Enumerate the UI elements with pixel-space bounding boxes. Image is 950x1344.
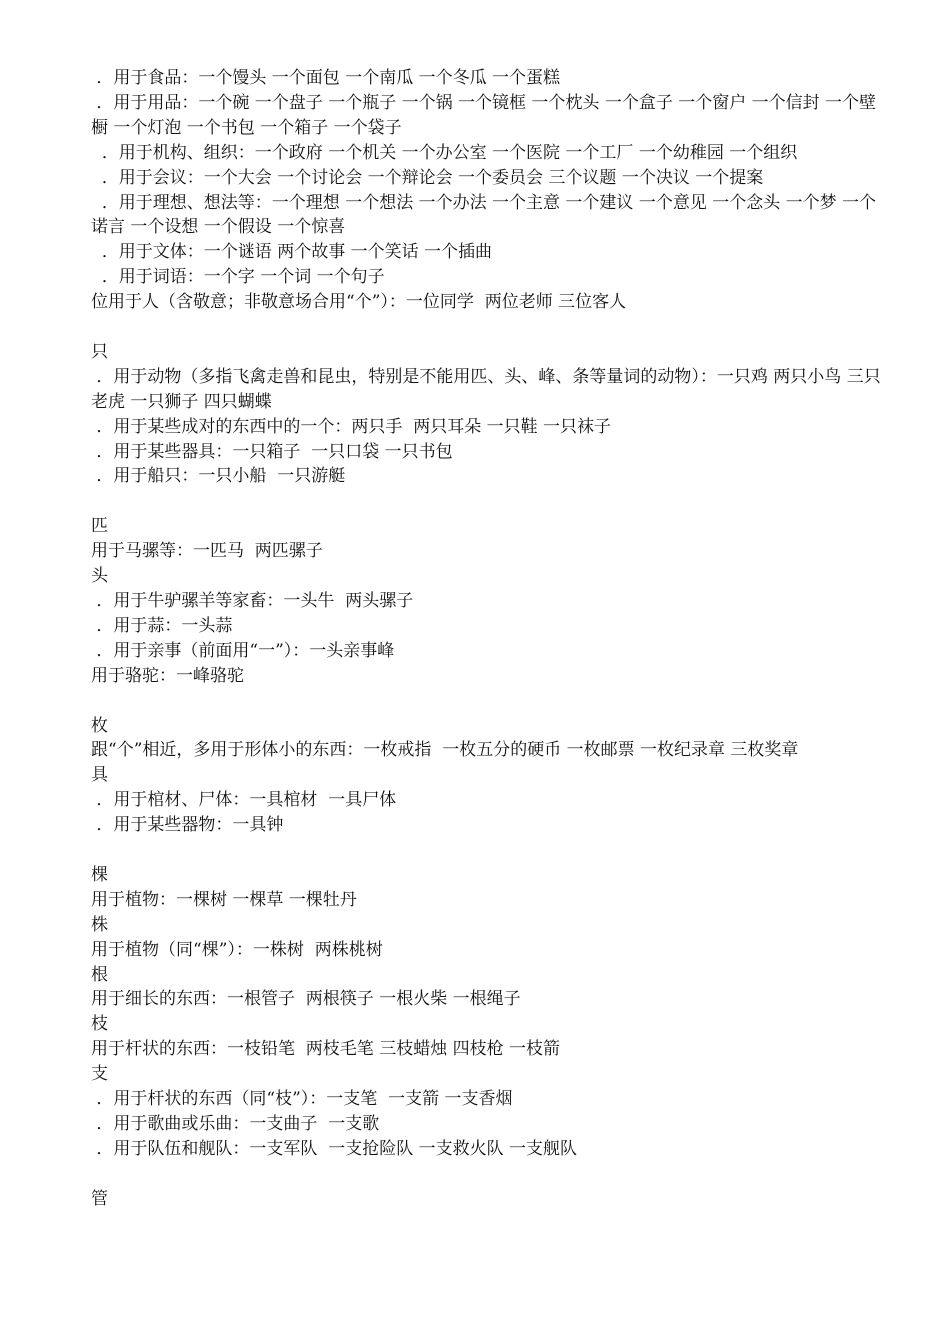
line-food: ．用于食品：一个馒头 一个面包 一个南瓜 一个冬瓜 一个蛋糕 [91,68,561,88]
line-zhi-animals: ．用于动物（多指飞禽走兽和昆虫，特别是不能用匹、头、峰、条等量词的动物）：一只鸡 两只小鸟 三只老虎 一只狮子 四只蝴蝶 [91,366,881,412]
line-feng-camel: 用于骆驼：一峰骆驼 [91,665,244,686]
heading-zhi: 只 [91,341,108,362]
line-zhi-rods: 用于杆状的东西：一枝铅笔 两枝毛笔 三枝蜡烛 四枝枪 一枝箭 [91,1039,561,1060]
document-body [91,66,881,1212]
line-zhi-boats: ．用于船只：一只小船 一只游艇 [91,466,346,487]
line-gen-slender: 用于细长的东西：一根管子 两根筷子 一根火柴 一根绳子 [91,989,521,1010]
heading-zhi-support: 支 [91,1064,108,1085]
line-ke-plants: 用于植物：一棵树 一棵草 一棵牡丹 [91,889,357,910]
line-meetings: ．用于会议：一个大会 一个讨论会 一个辩论会 一个委员会 三个议题 一个决议 一个提案 [91,167,764,188]
line-zhi-pairs: ．用于某些成对的东西中的一个：两只手 两只耳朵 一只鞋 一只袜子 [91,416,612,437]
line-wei-people: 位用于人（含敬意；非敬意场合用“个”）：一位同学 两位老师 三位客人 [91,292,627,313]
line-ju-coffins: ．用于棺材、尸体：一具棺材 一具尸体 [91,790,397,811]
line-mei-small-things: 跟“个”相近，多用于形体小的东西：一枚戒指 一枚五分的硬币 一枚邮票 一枚纪录章 三枚奖章 [91,740,799,761]
line-articles: ．用于用品：一个碗 一个盘子 一个瓶子 一个锅 一个镜框 一个枕头 一个盒子 一个窗户 一个信封 一个壁橱 一个灯泡 一个书包 一个箱子 一个袋子 [91,92,877,138]
heading-ke: 棵 [91,864,108,885]
heading-ju: 具 [91,765,108,786]
line-zhi-songs: ．用于歌曲或乐曲：一支曲子 一支歌 [91,1114,380,1134]
heading-tou: 头 [91,566,108,587]
line-tou-livestock: ．用于牛驴骡羊等家畜：一头牛 两头骡子 [91,591,414,611]
line-literary: ．用于文体：一个谜语 两个故事 一个笑话 一个插曲 [91,242,493,263]
blank-line [91,689,881,714]
heading-zhu: 株 [91,914,108,935]
blank-line [91,1162,881,1187]
line-zhi-troops: ．用于队伍和舰队：一支军队 一支抢险队 一支救火队 一支舰队 [91,1138,578,1159]
line-pi-horses: 用于马骡等：一匹马 两匹骡子 [91,541,323,562]
line-ju-instruments: ．用于某些器物：一具钟 [91,815,284,836]
blank-line [91,315,881,340]
heading-gen: 根 [91,964,108,985]
line-zhu-plants: 用于植物（同“棵”）：一株树 两株桃树 [91,939,383,960]
blank-line [91,489,881,514]
blank-line [91,838,881,863]
line-ideas: ．用于理想、想法等：一个理想 一个想法 一个办法 一个主意 一个建议 一个意见 一个念头 一个梦 一个诺言 一个设想 一个假设 一个惊喜 [91,192,877,238]
heading-pi: 匹 [91,516,108,537]
line-zhi-utensils: ．用于某些器具：一只箱子 一只口袋 一只书包 [91,441,453,462]
heading-guan: 管 [91,1188,108,1209]
heading-mei: 枚 [91,715,108,736]
line-tou-garlic: ．用于蒜：一头蒜 [91,615,233,636]
heading-zhi-branch: 枝 [91,1014,108,1035]
line-tou-marriage: ．用于亲事（前面用“一”）：一头亲事峰 [91,640,395,661]
line-organizations: ．用于机构、组织：一个政府 一个机关 一个办公室 一个医院 一个工厂 一个幼稚园 一个组织 [91,142,798,163]
line-words: ．用于词语：一个字 一个词 一个句子 [91,267,385,288]
line-zhi-rods-same: ．用于杆状的东西（同“枝”）：一支笔 一支箭 一支香烟 [91,1089,513,1110]
